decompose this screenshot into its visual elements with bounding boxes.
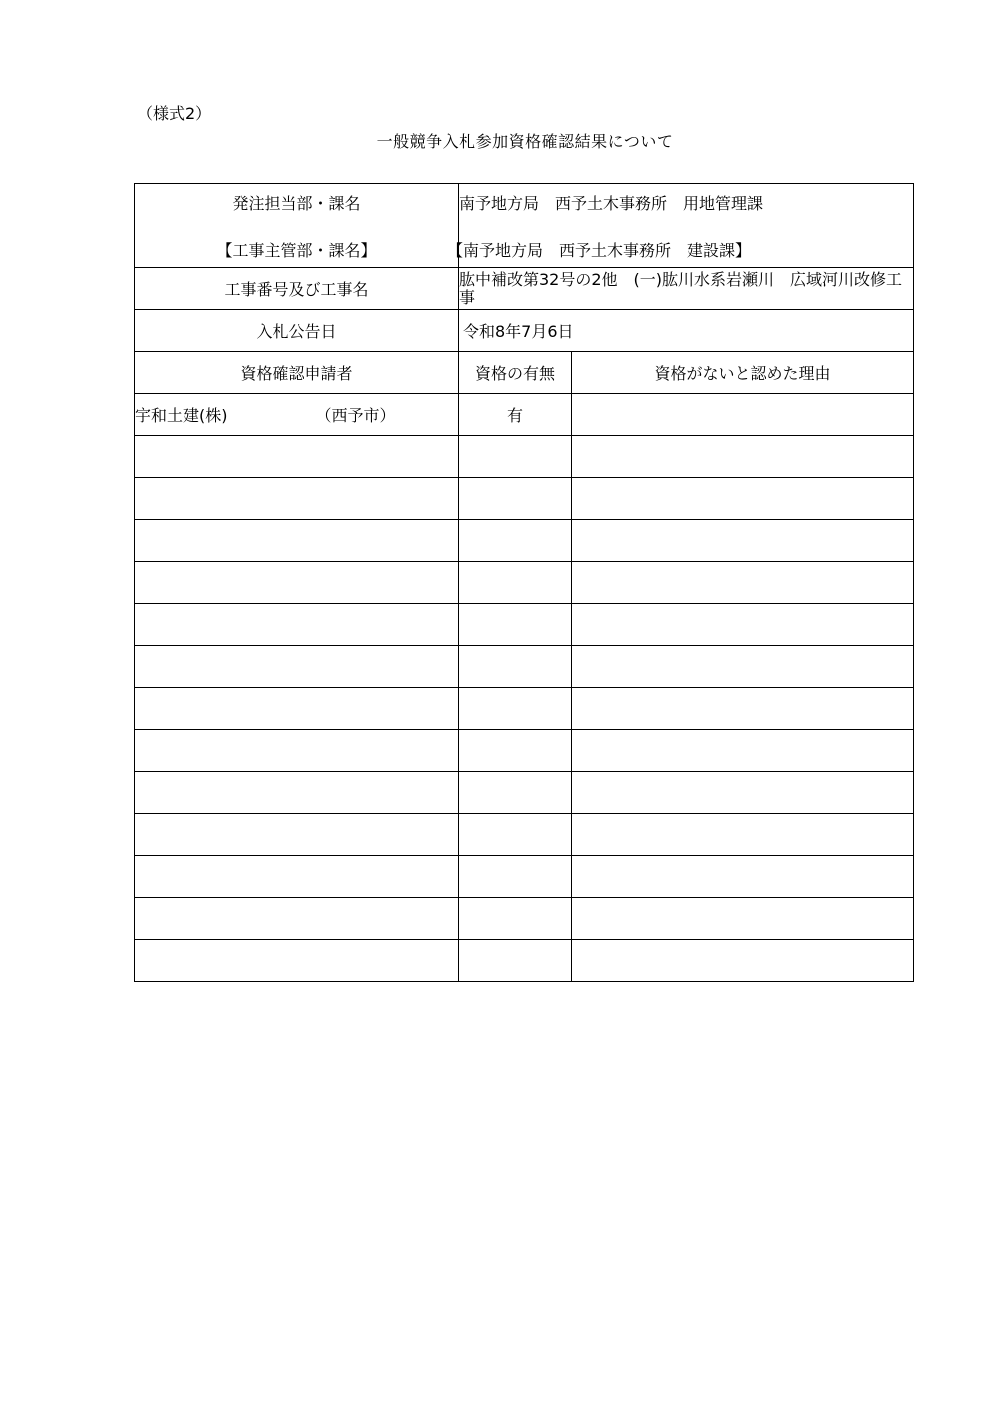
applicant-city: （西予市） (315, 406, 396, 425)
applicant-cell (135, 688, 459, 730)
applicant-cell (135, 940, 459, 982)
eligibility-cell: 有 (459, 394, 572, 436)
eligibility-cell (459, 856, 572, 898)
table-row (135, 688, 914, 730)
applicant-cell (135, 646, 459, 688)
applicant-cell (135, 856, 459, 898)
reason-cell (572, 856, 914, 898)
table-row (135, 730, 914, 772)
reason-cell (572, 772, 914, 814)
reason-cell (572, 646, 914, 688)
ordering-dept-label: 発注担当部・課名 (232, 193, 361, 213)
department-row (135, 184, 914, 268)
bid-notice-date-label: 入札公告日 (135, 310, 459, 352)
applicant-cell (135, 898, 459, 940)
applicant-name: 宇和土建(株) (135, 406, 228, 425)
table-row (135, 940, 914, 982)
result-header-row (135, 352, 914, 394)
eligibility-cell (459, 436, 572, 478)
eligibility-cell (459, 940, 572, 982)
reason-cell (572, 520, 914, 562)
reason-column-header: 資格がないと認めた理由 (572, 352, 914, 394)
document-title: 一般競争入札参加資格確認結果について (376, 132, 674, 151)
applicant-cell (135, 730, 459, 772)
table-row (135, 814, 914, 856)
project-value: 肱中補改第32号の2他 (一)肱川水系岩瀬川 広域河川改修工事 (459, 268, 914, 310)
qualification-result-table (134, 183, 914, 982)
reason-cell (572, 394, 914, 436)
applicant-cell (135, 394, 459, 436)
eligibility-cell (459, 688, 572, 730)
eligibility-cell (459, 814, 572, 856)
table-row (135, 520, 914, 562)
table-row (135, 898, 914, 940)
construction-dept-value: 【南予地方局 西予土木事務所 建設課】 (447, 240, 752, 260)
reason-cell (572, 814, 914, 856)
construction-dept-label: 【工事主管部・課名】 (216, 240, 377, 260)
applicant-cell (135, 604, 459, 646)
applicant-cell (135, 436, 459, 478)
eligibility-cell (459, 604, 572, 646)
bid-notice-row (135, 310, 914, 352)
table-row (135, 394, 914, 436)
table-row (135, 478, 914, 520)
project-label: 工事番号及び工事名 (135, 268, 459, 310)
table-row (135, 646, 914, 688)
eligibility-cell (459, 478, 572, 520)
eligibility-cell (459, 730, 572, 772)
applicant-cell (135, 478, 459, 520)
applicant-column-header: 資格確認申請者 (135, 352, 459, 394)
table-row (135, 604, 914, 646)
eligibility-cell (459, 520, 572, 562)
reason-cell (572, 898, 914, 940)
reason-cell (572, 604, 914, 646)
reason-cell (572, 730, 914, 772)
project-row (135, 268, 914, 310)
department-label-cell (135, 184, 459, 268)
applicant-cell (135, 562, 459, 604)
table-row (135, 856, 914, 898)
reason-cell (572, 478, 914, 520)
ordering-dept-value: 南予地方局 西予土木事務所 用地管理課 (459, 193, 764, 213)
department-value-cell (447, 184, 914, 268)
table-row (135, 436, 914, 478)
reason-cell (572, 562, 914, 604)
eligibility-cell (459, 898, 572, 940)
applicant-cell (135, 520, 459, 562)
bid-notice-date-value: 令和8年7月6日 (459, 310, 914, 352)
reason-cell (572, 688, 914, 730)
form-number: （様式2） (137, 104, 212, 123)
eligibility-column-header: 資格の有無 (459, 352, 572, 394)
eligibility-cell (459, 562, 572, 604)
eligibility-cell (459, 646, 572, 688)
reason-cell (572, 940, 914, 982)
eligibility-cell (459, 772, 572, 814)
reason-cell (572, 436, 914, 478)
table-row (135, 772, 914, 814)
applicant-cell (135, 772, 459, 814)
applicant-cell (135, 814, 459, 856)
table-row (135, 562, 914, 604)
